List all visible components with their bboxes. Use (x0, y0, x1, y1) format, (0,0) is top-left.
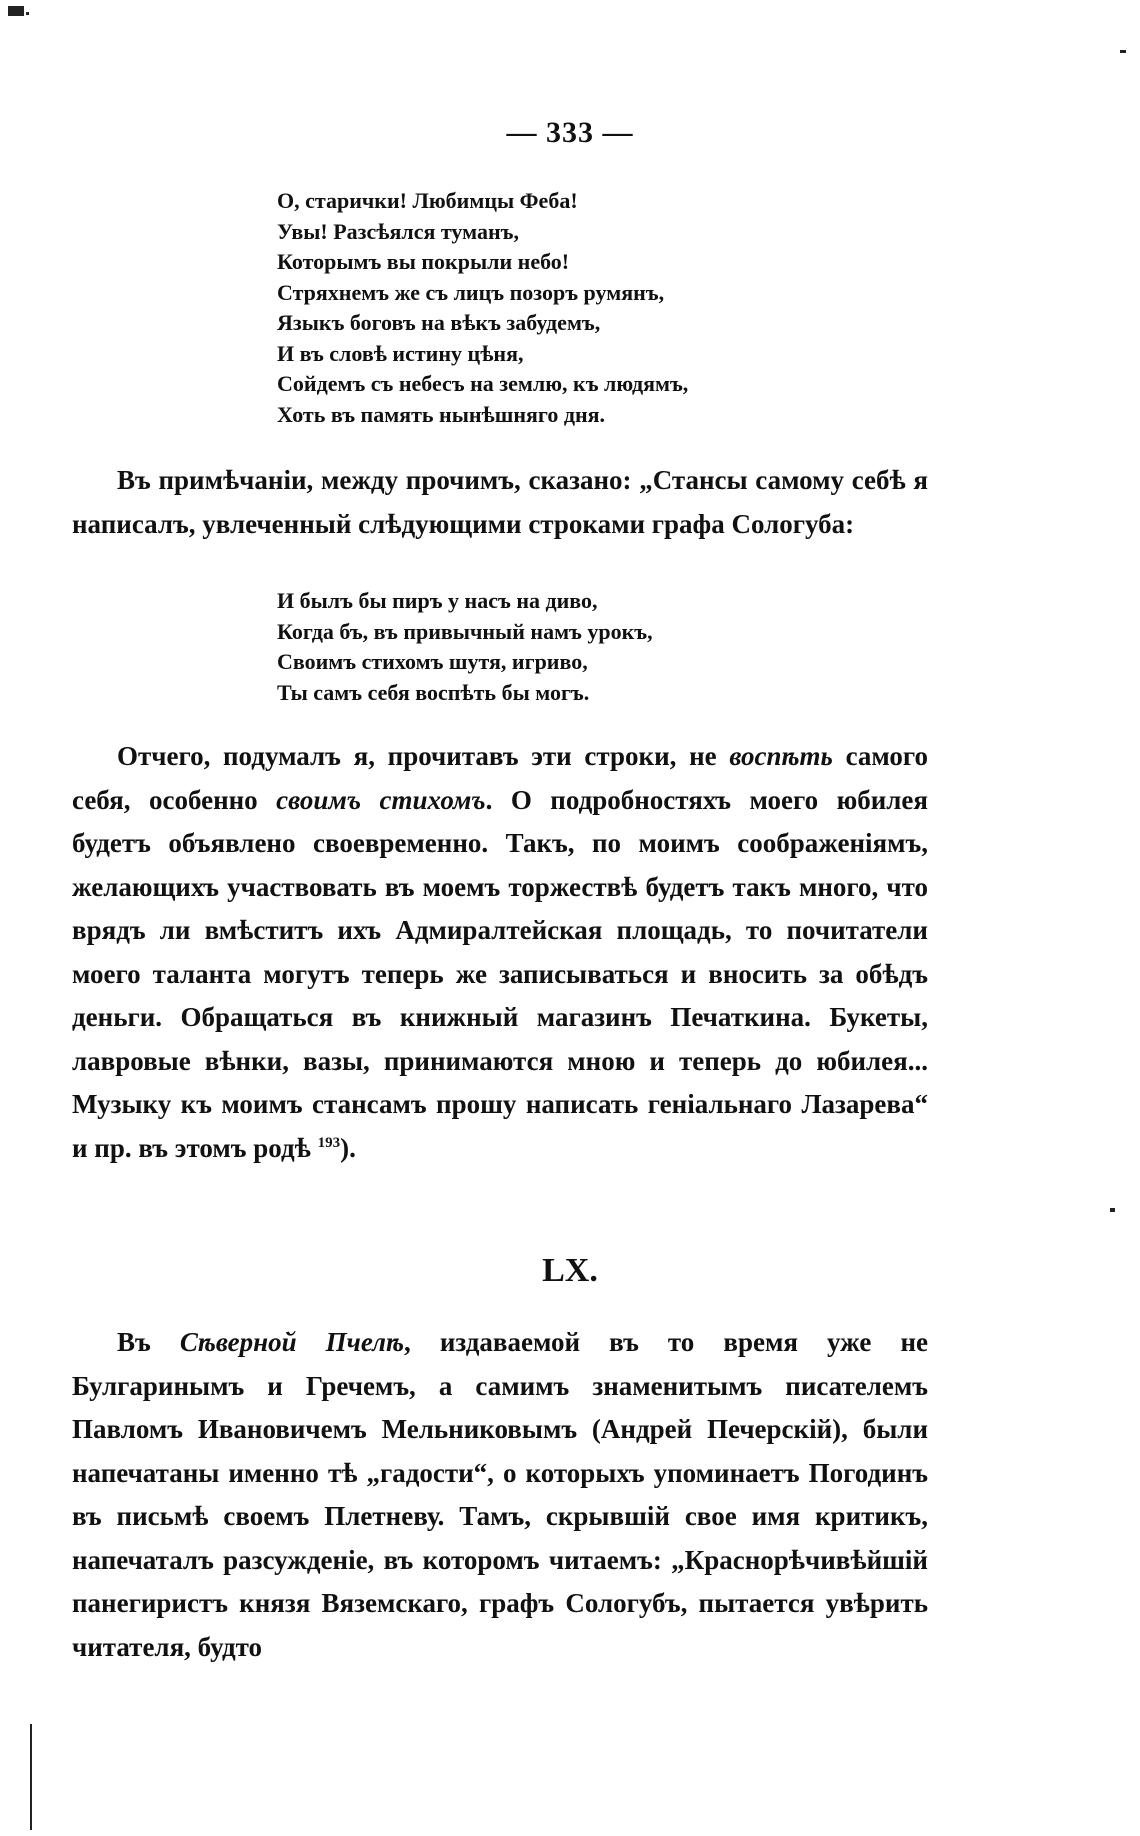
footnote-ref: 193 (317, 1134, 341, 1151)
italic-run: своимъ стихомъ (276, 784, 486, 815)
verse-line: Ты самъ себя воспѣть бы могъ. (277, 679, 590, 705)
verse-line: Увы! Разсѣялся туманъ, (277, 218, 519, 244)
scan-speck (1120, 50, 1126, 53)
chapter-heading: LX. (542, 1252, 598, 1289)
text-run: , издаваемой въ то время уже не Булгаринымъ и Гречемъ, а самимъ знаменитымъ писателемъ Павломъ Ивановичемъ Мельниковымъ (Андрей Печерскій), были напечатаны именно тѣ „гадости“, о которыхъ упоминаетъ Погодинъ въ письмѣ своемъ Плетневу. Тамъ, скрывшій свое имя критикъ, напечаталъ разсужденіе, въ которомъ читаемъ: „Краснорѣчивѣйшій панегиристъ князя Вяземскаго, графъ Сологубъ, пытается увѣрить читателя, будто (72, 1327, 929, 1662)
scan-speck (30, 1724, 32, 1830)
verse-line: Сойдемъ съ небесъ на землю, къ людямъ, (277, 371, 689, 396)
italic-run: воспѣть (729, 741, 833, 771)
page-number: — 333 — (506, 116, 634, 149)
text-run: Отчего, подумалъ я, прочитавъ эти строки, не (117, 741, 730, 771)
paragraph (72, 735, 928, 1170)
verse-line: Языкъ боговъ на вѣкъ забудемъ, (277, 310, 601, 335)
scan-speck (26, 12, 29, 15)
verse-line: Когда бъ, въ привычный намъ урокъ, (277, 618, 653, 644)
verse-line: И въ словѣ истину цѣня, (277, 340, 524, 366)
verse-line: Хоть въ память нынѣшняго дня. (277, 401, 606, 427)
paragraph (72, 1321, 928, 1669)
verse-line: Которымъ вы покрыли небо! (277, 249, 570, 274)
paragraph: Въ примѣчаніи, между прочимъ, сказано: „Стансы самому себѣ я написалъ, увлеченный слѣдующими строками графа Сологуба: (72, 465, 928, 539)
text-run: . О подробностяхъ моего юбилея будетъ объявлено своевременно. Такъ, по моимъ соображеніямъ, желающихъ участвовать въ моемъ торжествѣ будетъ такъ много, что врядъ ли вмѣститъ ихъ Адмиралтейская площадь, то почитатели моего таланта могутъ теперь же записываться и вносить за обѣдъ деньги. Обращаться въ книжный магазинъ Печаткина. Букеты, лавровые вѣнки, вазы, принимаются мною и теперь до юбилея... Музыку къ моимъ стансамъ прошу написать геніальнаго Лазарева“ и пр. въ этомъ родѣ (72, 784, 928, 1163)
verse-block-2 (277, 586, 653, 708)
italic-run: Сѣверной Пчелѣ (179, 1327, 405, 1357)
verse-line: Своимъ стихомъ шутя, игриво, (277, 649, 588, 674)
verse-line: И былъ бы пиръ у насъ на диво, (277, 588, 598, 613)
verse-line: Стряхнемъ же съ лицъ позоръ румянъ, (277, 279, 665, 305)
text-run: Въ (117, 1327, 180, 1357)
verse-line: О, старички! Любимцы Феба! (277, 188, 578, 213)
text-run: самого себя, особенно (72, 741, 929, 815)
scan-speck (8, 6, 24, 16)
scan-speck (1110, 1208, 1115, 1212)
text-run: ). (340, 1132, 356, 1163)
verse-block-1 (277, 186, 688, 430)
